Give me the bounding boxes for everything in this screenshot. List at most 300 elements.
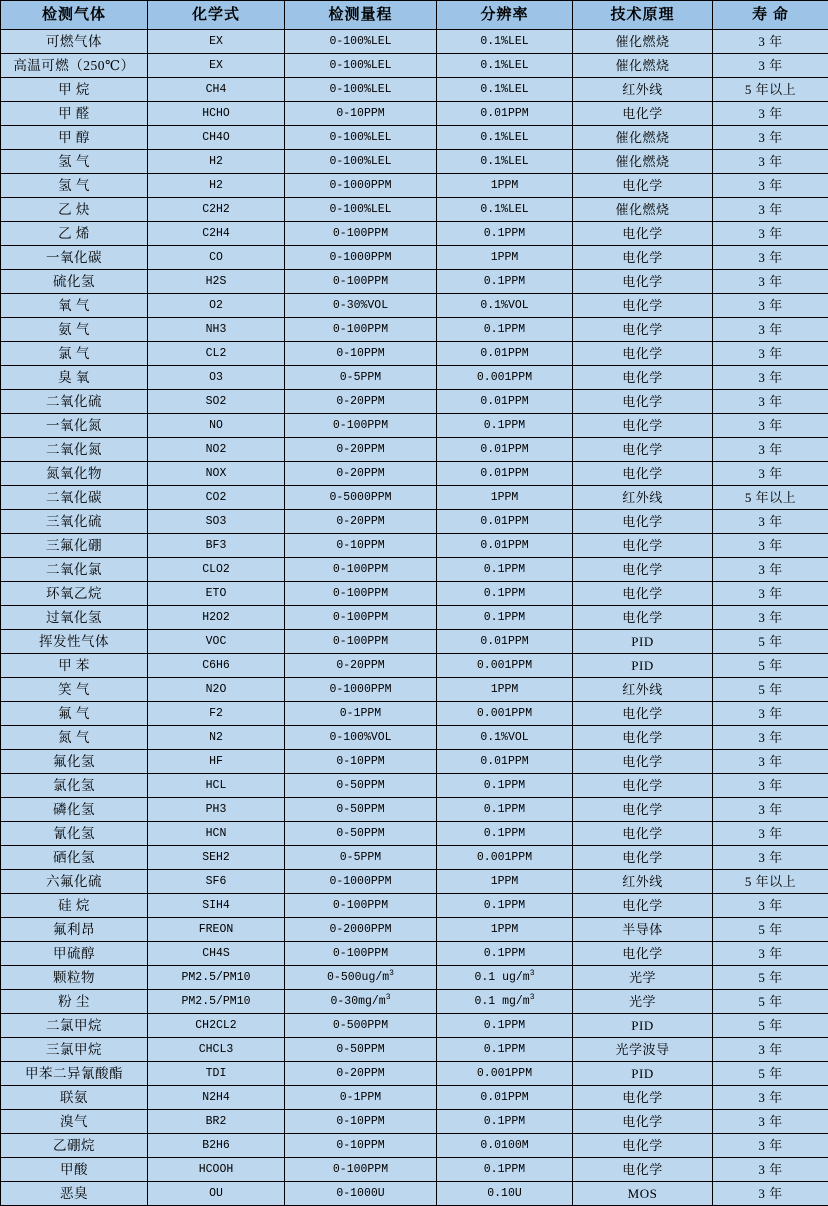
cell-technology: 光学 bbox=[573, 990, 713, 1014]
cell-formula: CO bbox=[148, 246, 285, 270]
cell-formula: O3 bbox=[148, 366, 285, 390]
cell-range: 0-100%LEL bbox=[285, 54, 437, 78]
cell-technology: PID bbox=[573, 654, 713, 678]
cell-lifetime: 3 年 bbox=[713, 1110, 828, 1134]
cell-resolution: 0.001PPM bbox=[437, 702, 573, 726]
table-row bbox=[1, 582, 828, 606]
cell-range: 0-100PPM bbox=[285, 1158, 437, 1182]
cell-range: 0-5000PPM bbox=[285, 486, 437, 510]
cell-range: 0-50PPM bbox=[285, 774, 437, 798]
cell-range: $0-500ug/m^3$ bbox=[285, 966, 437, 990]
cell-gas: 溴气 bbox=[1, 1110, 148, 1134]
cell-gas: 甲 醇 bbox=[1, 126, 148, 150]
cell-gas: 氧 气 bbox=[1, 294, 148, 318]
cell-technology: 红外线 bbox=[573, 678, 713, 702]
cell-lifetime: 3 年 bbox=[713, 1182, 828, 1206]
cell-resolution: 0.1 $ug/m^3$ bbox=[437, 966, 573, 990]
cell-formula: H2S bbox=[148, 270, 285, 294]
cell-range: 0-100PPM bbox=[285, 318, 437, 342]
cell-formula: TDI bbox=[148, 1062, 285, 1086]
cell-lifetime: 3 年 bbox=[713, 582, 828, 606]
cell-lifetime: 5 年 bbox=[713, 990, 828, 1014]
cell-technology: 电化学 bbox=[573, 174, 713, 198]
cell-formula: HF bbox=[148, 750, 285, 774]
cell-technology: 催化燃烧 bbox=[573, 126, 713, 150]
cell-resolution: 0.1%LEL bbox=[437, 150, 573, 174]
cell-technology: PID bbox=[573, 1062, 713, 1086]
cell-lifetime: 3 年 bbox=[713, 510, 828, 534]
cell-lifetime: 3 年 bbox=[713, 1038, 828, 1062]
cell-range: 0-5PPM bbox=[285, 366, 437, 390]
cell-resolution: 0.1%LEL bbox=[437, 198, 573, 222]
cell-resolution: 0.1PPM bbox=[437, 582, 573, 606]
cell-technology: 电化学 bbox=[573, 822, 713, 846]
cell-lifetime: 3 年 bbox=[713, 222, 828, 246]
header-range: 检测量程 bbox=[285, 1, 437, 30]
cell-technology: 电化学 bbox=[573, 558, 713, 582]
cell-lifetime: 3 年 bbox=[713, 822, 828, 846]
table-row bbox=[1, 246, 828, 270]
cell-resolution: 0.1%LEL bbox=[437, 30, 573, 54]
cell-lifetime: 3 年 bbox=[713, 150, 828, 174]
cell-technology: 催化燃烧 bbox=[573, 150, 713, 174]
cell-formula: CH4S bbox=[148, 942, 285, 966]
cell-technology: 电化学 bbox=[573, 774, 713, 798]
cell-resolution: 0.10U bbox=[437, 1182, 573, 1206]
table-row bbox=[1, 1134, 828, 1158]
cell-range: 0-1PPM bbox=[285, 1086, 437, 1110]
cell-lifetime: 3 年 bbox=[713, 174, 828, 198]
cell-lifetime: 3 年 bbox=[713, 558, 828, 582]
table-row bbox=[1, 726, 828, 750]
header-gas: 检测气体 bbox=[1, 1, 148, 30]
cell-technology: 红外线 bbox=[573, 870, 713, 894]
cell-gas: 氮氧化物 bbox=[1, 462, 148, 486]
table-row bbox=[1, 78, 828, 102]
cell-formula: CLO2 bbox=[148, 558, 285, 582]
cell-lifetime: 5 年以上 bbox=[713, 486, 828, 510]
cell-range: 0-30%VOL bbox=[285, 294, 437, 318]
cell-lifetime: 3 年 bbox=[713, 390, 828, 414]
cell-lifetime: 5 年 bbox=[713, 654, 828, 678]
cell-formula: C6H6 bbox=[148, 654, 285, 678]
table-row bbox=[1, 702, 828, 726]
cell-resolution: 0.1 $mg/m^3$ bbox=[437, 990, 573, 1014]
cell-gas: 高温可燃（250℃） bbox=[1, 54, 148, 78]
cell-formula: H2 bbox=[148, 150, 285, 174]
cell-technology: 电化学 bbox=[573, 1110, 713, 1134]
table-row bbox=[1, 198, 828, 222]
cell-gas: 氢 气 bbox=[1, 150, 148, 174]
table-row bbox=[1, 54, 828, 78]
cell-lifetime: 3 年 bbox=[713, 726, 828, 750]
cell-gas: 氢 气 bbox=[1, 174, 148, 198]
cell-resolution: 0.1%LEL bbox=[437, 78, 573, 102]
table-row bbox=[1, 150, 828, 174]
cell-formula: CO2 bbox=[148, 486, 285, 510]
cell-range: 0-100%LEL bbox=[285, 30, 437, 54]
cell-gas: 二氧化碳 bbox=[1, 486, 148, 510]
cell-range: 0-10PPM bbox=[285, 534, 437, 558]
cell-lifetime: 3 年 bbox=[713, 54, 828, 78]
cell-resolution: 0.0100M bbox=[437, 1134, 573, 1158]
cell-gas: 甲苯二异氰酸酯 bbox=[1, 1062, 148, 1086]
cell-range: 0-100%LEL bbox=[285, 126, 437, 150]
cell-gas: 乙硼烷 bbox=[1, 1134, 148, 1158]
cell-range: 0-100%LEL bbox=[285, 150, 437, 174]
cell-formula: OU bbox=[148, 1182, 285, 1206]
cell-gas: 甲 苯 bbox=[1, 654, 148, 678]
table-row bbox=[1, 678, 828, 702]
cell-gas: 恶臭 bbox=[1, 1182, 148, 1206]
cell-range: 0-500PPM bbox=[285, 1014, 437, 1038]
cell-formula: SO3 bbox=[148, 510, 285, 534]
cell-resolution: 0.01PPM bbox=[437, 102, 573, 126]
table-row bbox=[1, 414, 828, 438]
cell-resolution: 1PPM bbox=[437, 174, 573, 198]
table-row bbox=[1, 294, 828, 318]
cell-gas: 挥发性气体 bbox=[1, 630, 148, 654]
cell-technology: 电化学 bbox=[573, 438, 713, 462]
cell-resolution: 0.1PPM bbox=[437, 606, 573, 630]
cell-gas: 氮 气 bbox=[1, 726, 148, 750]
cell-gas: 过氧化氢 bbox=[1, 606, 148, 630]
table-row bbox=[1, 366, 828, 390]
cell-resolution: 0.1%LEL bbox=[437, 54, 573, 78]
cell-resolution: 0.1PPM bbox=[437, 822, 573, 846]
cell-technology: 电化学 bbox=[573, 390, 713, 414]
cell-lifetime: 3 年 bbox=[713, 246, 828, 270]
cell-gas: 环氧乙烷 bbox=[1, 582, 148, 606]
cell-gas: 二氯甲烷 bbox=[1, 1014, 148, 1038]
cell-formula: PM2.5/PM10 bbox=[148, 990, 285, 1014]
table-row bbox=[1, 222, 828, 246]
cell-resolution: 0.1PPM bbox=[437, 558, 573, 582]
cell-lifetime: 5 年以上 bbox=[713, 870, 828, 894]
cell-resolution: 0.01PPM bbox=[437, 390, 573, 414]
cell-lifetime: 3 年 bbox=[713, 294, 828, 318]
cell-formula: SO2 bbox=[148, 390, 285, 414]
table-row bbox=[1, 606, 828, 630]
cell-lifetime: 3 年 bbox=[713, 126, 828, 150]
cell-range: 0-100PPM bbox=[285, 942, 437, 966]
cell-lifetime: 3 年 bbox=[713, 270, 828, 294]
cell-resolution: 0.01PPM bbox=[437, 1086, 573, 1110]
cell-resolution: 0.001PPM bbox=[437, 366, 573, 390]
cell-range: 0-100PPM bbox=[285, 582, 437, 606]
cell-technology: 半导体 bbox=[573, 918, 713, 942]
cell-technology: 电化学 bbox=[573, 1158, 713, 1182]
cell-formula: BR2 bbox=[148, 1110, 285, 1134]
cell-range: 0-50PPM bbox=[285, 822, 437, 846]
cell-lifetime: 3 年 bbox=[713, 198, 828, 222]
cell-resolution: 0.1PPM bbox=[437, 222, 573, 246]
table-row bbox=[1, 1182, 828, 1206]
cell-resolution: 0.01PPM bbox=[437, 438, 573, 462]
cell-technology: 电化学 bbox=[573, 942, 713, 966]
cell-technology: 电化学 bbox=[573, 342, 713, 366]
cell-technology: 电化学 bbox=[573, 102, 713, 126]
cell-formula: NO bbox=[148, 414, 285, 438]
cell-lifetime: 3 年 bbox=[713, 774, 828, 798]
cell-range: 0-50PPM bbox=[285, 1038, 437, 1062]
table-header-row bbox=[1, 1, 828, 30]
cell-technology: MOS bbox=[573, 1182, 713, 1206]
cell-gas: 可燃气体 bbox=[1, 30, 148, 54]
cell-gas: 笑 气 bbox=[1, 678, 148, 702]
cell-formula: EX bbox=[148, 54, 285, 78]
table-row bbox=[1, 102, 828, 126]
cell-resolution: 0.1PPM bbox=[437, 1158, 573, 1182]
cell-range: 0-1000U bbox=[285, 1182, 437, 1206]
cell-formula: SIH4 bbox=[148, 894, 285, 918]
table-row bbox=[1, 510, 828, 534]
cell-technology: 电化学 bbox=[573, 702, 713, 726]
cell-range: 0-100%LEL bbox=[285, 78, 437, 102]
cell-formula: O2 bbox=[148, 294, 285, 318]
cell-gas: 甲 烷 bbox=[1, 78, 148, 102]
cell-formula: N2O bbox=[148, 678, 285, 702]
table-row bbox=[1, 654, 828, 678]
cell-technology: 催化燃烧 bbox=[573, 198, 713, 222]
cell-lifetime: 3 年 bbox=[713, 1158, 828, 1182]
cell-resolution: 0.1PPM bbox=[437, 414, 573, 438]
cell-lifetime: 3 年 bbox=[713, 1086, 828, 1110]
cell-range: 0-5PPM bbox=[285, 846, 437, 870]
cell-gas: 氟利昂 bbox=[1, 918, 148, 942]
cell-range: 0-100%VOL bbox=[285, 726, 437, 750]
header-lifetime: 寿 命 bbox=[713, 1, 828, 30]
cell-formula: PM2.5/PM10 bbox=[148, 966, 285, 990]
cell-resolution: 0.1%VOL bbox=[437, 726, 573, 750]
cell-gas: 甲 醛 bbox=[1, 102, 148, 126]
cell-formula: EX bbox=[148, 30, 285, 54]
cell-technology: 电化学 bbox=[573, 318, 713, 342]
cell-technology: 电化学 bbox=[573, 726, 713, 750]
cell-formula: CH4 bbox=[148, 78, 285, 102]
cell-range: 0-1000PPM bbox=[285, 174, 437, 198]
cell-lifetime: 5 年 bbox=[713, 966, 828, 990]
cell-range: 0-1000PPM bbox=[285, 246, 437, 270]
cell-lifetime: 3 年 bbox=[713, 534, 828, 558]
cell-lifetime: 3 年 bbox=[713, 102, 828, 126]
cell-lifetime: 3 年 bbox=[713, 342, 828, 366]
cell-gas: 氯化氢 bbox=[1, 774, 148, 798]
table-row bbox=[1, 1014, 828, 1038]
cell-formula: N2H4 bbox=[148, 1086, 285, 1110]
cell-range: 0-100PPM bbox=[285, 222, 437, 246]
cell-technology: 催化燃烧 bbox=[573, 54, 713, 78]
cell-lifetime: 3 年 bbox=[713, 942, 828, 966]
cell-technology: 电化学 bbox=[573, 366, 713, 390]
table-row bbox=[1, 486, 828, 510]
cell-lifetime: 3 年 bbox=[713, 462, 828, 486]
cell-range: 0-20PPM bbox=[285, 462, 437, 486]
cell-lifetime: 3 年 bbox=[713, 846, 828, 870]
cell-formula: CHCL3 bbox=[148, 1038, 285, 1062]
cell-resolution: 0.001PPM bbox=[437, 654, 573, 678]
table-row bbox=[1, 1110, 828, 1134]
table-row bbox=[1, 558, 828, 582]
cell-range: 0-10PPM bbox=[285, 102, 437, 126]
cell-lifetime: 3 年 bbox=[713, 438, 828, 462]
cell-technology: 电化学 bbox=[573, 846, 713, 870]
cell-lifetime: 3 年 bbox=[713, 894, 828, 918]
cell-gas: 臭 氧 bbox=[1, 366, 148, 390]
table-row bbox=[1, 894, 828, 918]
cell-formula: BF3 bbox=[148, 534, 285, 558]
cell-formula: CL2 bbox=[148, 342, 285, 366]
cell-range: 0-10PPM bbox=[285, 750, 437, 774]
cell-range: 0-20PPM bbox=[285, 1062, 437, 1086]
cell-lifetime: 3 年 bbox=[713, 318, 828, 342]
cell-range: 0-10PPM bbox=[285, 342, 437, 366]
table-row bbox=[1, 126, 828, 150]
cell-range: 0-100%LEL bbox=[285, 198, 437, 222]
cell-formula: H2O2 bbox=[148, 606, 285, 630]
cell-formula: SF6 bbox=[148, 870, 285, 894]
cell-formula: NH3 bbox=[148, 318, 285, 342]
cell-gas: 硫化氢 bbox=[1, 270, 148, 294]
cell-lifetime: 3 年 bbox=[713, 30, 828, 54]
cell-gas: 氯 气 bbox=[1, 342, 148, 366]
cell-resolution: 0.1PPM bbox=[437, 1014, 573, 1038]
table-row bbox=[1, 438, 828, 462]
cell-resolution: 0.1%VOL bbox=[437, 294, 573, 318]
cell-range: 0-100PPM bbox=[285, 414, 437, 438]
cell-formula: H2 bbox=[148, 174, 285, 198]
cell-resolution: 0.01PPM bbox=[437, 342, 573, 366]
table-row bbox=[1, 846, 828, 870]
cell-gas: 三氟化硼 bbox=[1, 534, 148, 558]
cell-resolution: 1PPM bbox=[437, 486, 573, 510]
cell-gas: 氨 气 bbox=[1, 318, 148, 342]
cell-resolution: 0.1PPM bbox=[437, 774, 573, 798]
cell-technology: 电化学 bbox=[573, 414, 713, 438]
cell-resolution: 0.01PPM bbox=[437, 630, 573, 654]
cell-gas: 三氯甲烷 bbox=[1, 1038, 148, 1062]
table-row bbox=[1, 750, 828, 774]
cell-lifetime: 5 年以上 bbox=[713, 78, 828, 102]
cell-technology: 电化学 bbox=[573, 510, 713, 534]
cell-gas: 一氧化碳 bbox=[1, 246, 148, 270]
cell-gas: 硅 烷 bbox=[1, 894, 148, 918]
cell-resolution: 0.01PPM bbox=[437, 510, 573, 534]
cell-lifetime: 5 年 bbox=[713, 1014, 828, 1038]
cell-formula: NOX bbox=[148, 462, 285, 486]
table-body bbox=[1, 30, 828, 1206]
cell-range: 0-100PPM bbox=[285, 894, 437, 918]
cell-technology: 电化学 bbox=[573, 246, 713, 270]
cell-range: 0-100PPM bbox=[285, 558, 437, 582]
cell-gas: 二氧化硫 bbox=[1, 390, 148, 414]
cell-gas: 六氟化硫 bbox=[1, 870, 148, 894]
cell-formula: HCL bbox=[148, 774, 285, 798]
cell-resolution: 0.1PPM bbox=[437, 798, 573, 822]
cell-gas: 三氧化硫 bbox=[1, 510, 148, 534]
cell-range: 0-10PPM bbox=[285, 1134, 437, 1158]
cell-technology: 电化学 bbox=[573, 534, 713, 558]
table-row bbox=[1, 534, 828, 558]
cell-formula: B2H6 bbox=[148, 1134, 285, 1158]
header-resolution: 分辨率 bbox=[437, 1, 573, 30]
cell-range: 0-100PPM bbox=[285, 630, 437, 654]
cell-gas: 一氧化氮 bbox=[1, 414, 148, 438]
cell-technology: 电化学 bbox=[573, 798, 713, 822]
cell-technology: 催化燃烧 bbox=[573, 30, 713, 54]
cell-technology: 光学波导 bbox=[573, 1038, 713, 1062]
table-row bbox=[1, 270, 828, 294]
cell-formula: CH4O bbox=[148, 126, 285, 150]
cell-gas: 二氧化氮 bbox=[1, 438, 148, 462]
cell-technology: 电化学 bbox=[573, 606, 713, 630]
cell-technology: 电化学 bbox=[573, 1134, 713, 1158]
cell-resolution: 1PPM bbox=[437, 870, 573, 894]
cell-formula: HCN bbox=[148, 822, 285, 846]
cell-gas: 磷化氢 bbox=[1, 798, 148, 822]
table-row bbox=[1, 462, 828, 486]
cell-technology: 电化学 bbox=[573, 222, 713, 246]
cell-lifetime: 5 年 bbox=[713, 630, 828, 654]
table-row bbox=[1, 870, 828, 894]
table-row bbox=[1, 174, 828, 198]
cell-technology: 光学 bbox=[573, 966, 713, 990]
cell-formula: ETO bbox=[148, 582, 285, 606]
cell-formula: CH2CL2 bbox=[148, 1014, 285, 1038]
cell-technology: 电化学 bbox=[573, 582, 713, 606]
table-row bbox=[1, 822, 828, 846]
cell-formula: SEH2 bbox=[148, 846, 285, 870]
cell-formula: FREON bbox=[148, 918, 285, 942]
cell-formula: C2H4 bbox=[148, 222, 285, 246]
table-row bbox=[1, 990, 828, 1014]
cell-resolution: 0.1PPM bbox=[437, 318, 573, 342]
cell-range: 0-20PPM bbox=[285, 438, 437, 462]
cell-gas: 联氨 bbox=[1, 1086, 148, 1110]
cell-resolution: 0.01PPM bbox=[437, 750, 573, 774]
cell-technology: PID bbox=[573, 630, 713, 654]
cell-range: 0-20PPM bbox=[285, 510, 437, 534]
cell-formula: HCOOH bbox=[148, 1158, 285, 1182]
cell-gas: 颗粒物 bbox=[1, 966, 148, 990]
cell-range: 0-10PPM bbox=[285, 1110, 437, 1134]
cell-resolution: 0.01PPM bbox=[437, 462, 573, 486]
cell-range: 0-50PPM bbox=[285, 798, 437, 822]
cell-gas: 甲硫醇 bbox=[1, 942, 148, 966]
cell-range: 0-20PPM bbox=[285, 390, 437, 414]
cell-lifetime: 5 年 bbox=[713, 678, 828, 702]
cell-formula: C2H2 bbox=[148, 198, 285, 222]
cell-lifetime: 5 年 bbox=[713, 918, 828, 942]
cell-formula: HCHO bbox=[148, 102, 285, 126]
cell-gas: 乙 烯 bbox=[1, 222, 148, 246]
table-row bbox=[1, 918, 828, 942]
cell-lifetime: 3 年 bbox=[713, 366, 828, 390]
cell-formula: N2 bbox=[148, 726, 285, 750]
table-row bbox=[1, 1158, 828, 1182]
cell-gas: 二氧化氯 bbox=[1, 558, 148, 582]
cell-lifetime: 3 年 bbox=[713, 414, 828, 438]
cell-resolution: 0.1%LEL bbox=[437, 126, 573, 150]
table-row bbox=[1, 318, 828, 342]
cell-lifetime: 3 年 bbox=[713, 750, 828, 774]
header-technology: 技术原理 bbox=[573, 1, 713, 30]
cell-formula: NO2 bbox=[148, 438, 285, 462]
cell-lifetime: 3 年 bbox=[713, 702, 828, 726]
cell-gas: 氟 气 bbox=[1, 702, 148, 726]
table-row bbox=[1, 942, 828, 966]
cell-resolution: 0.1PPM bbox=[437, 1110, 573, 1134]
